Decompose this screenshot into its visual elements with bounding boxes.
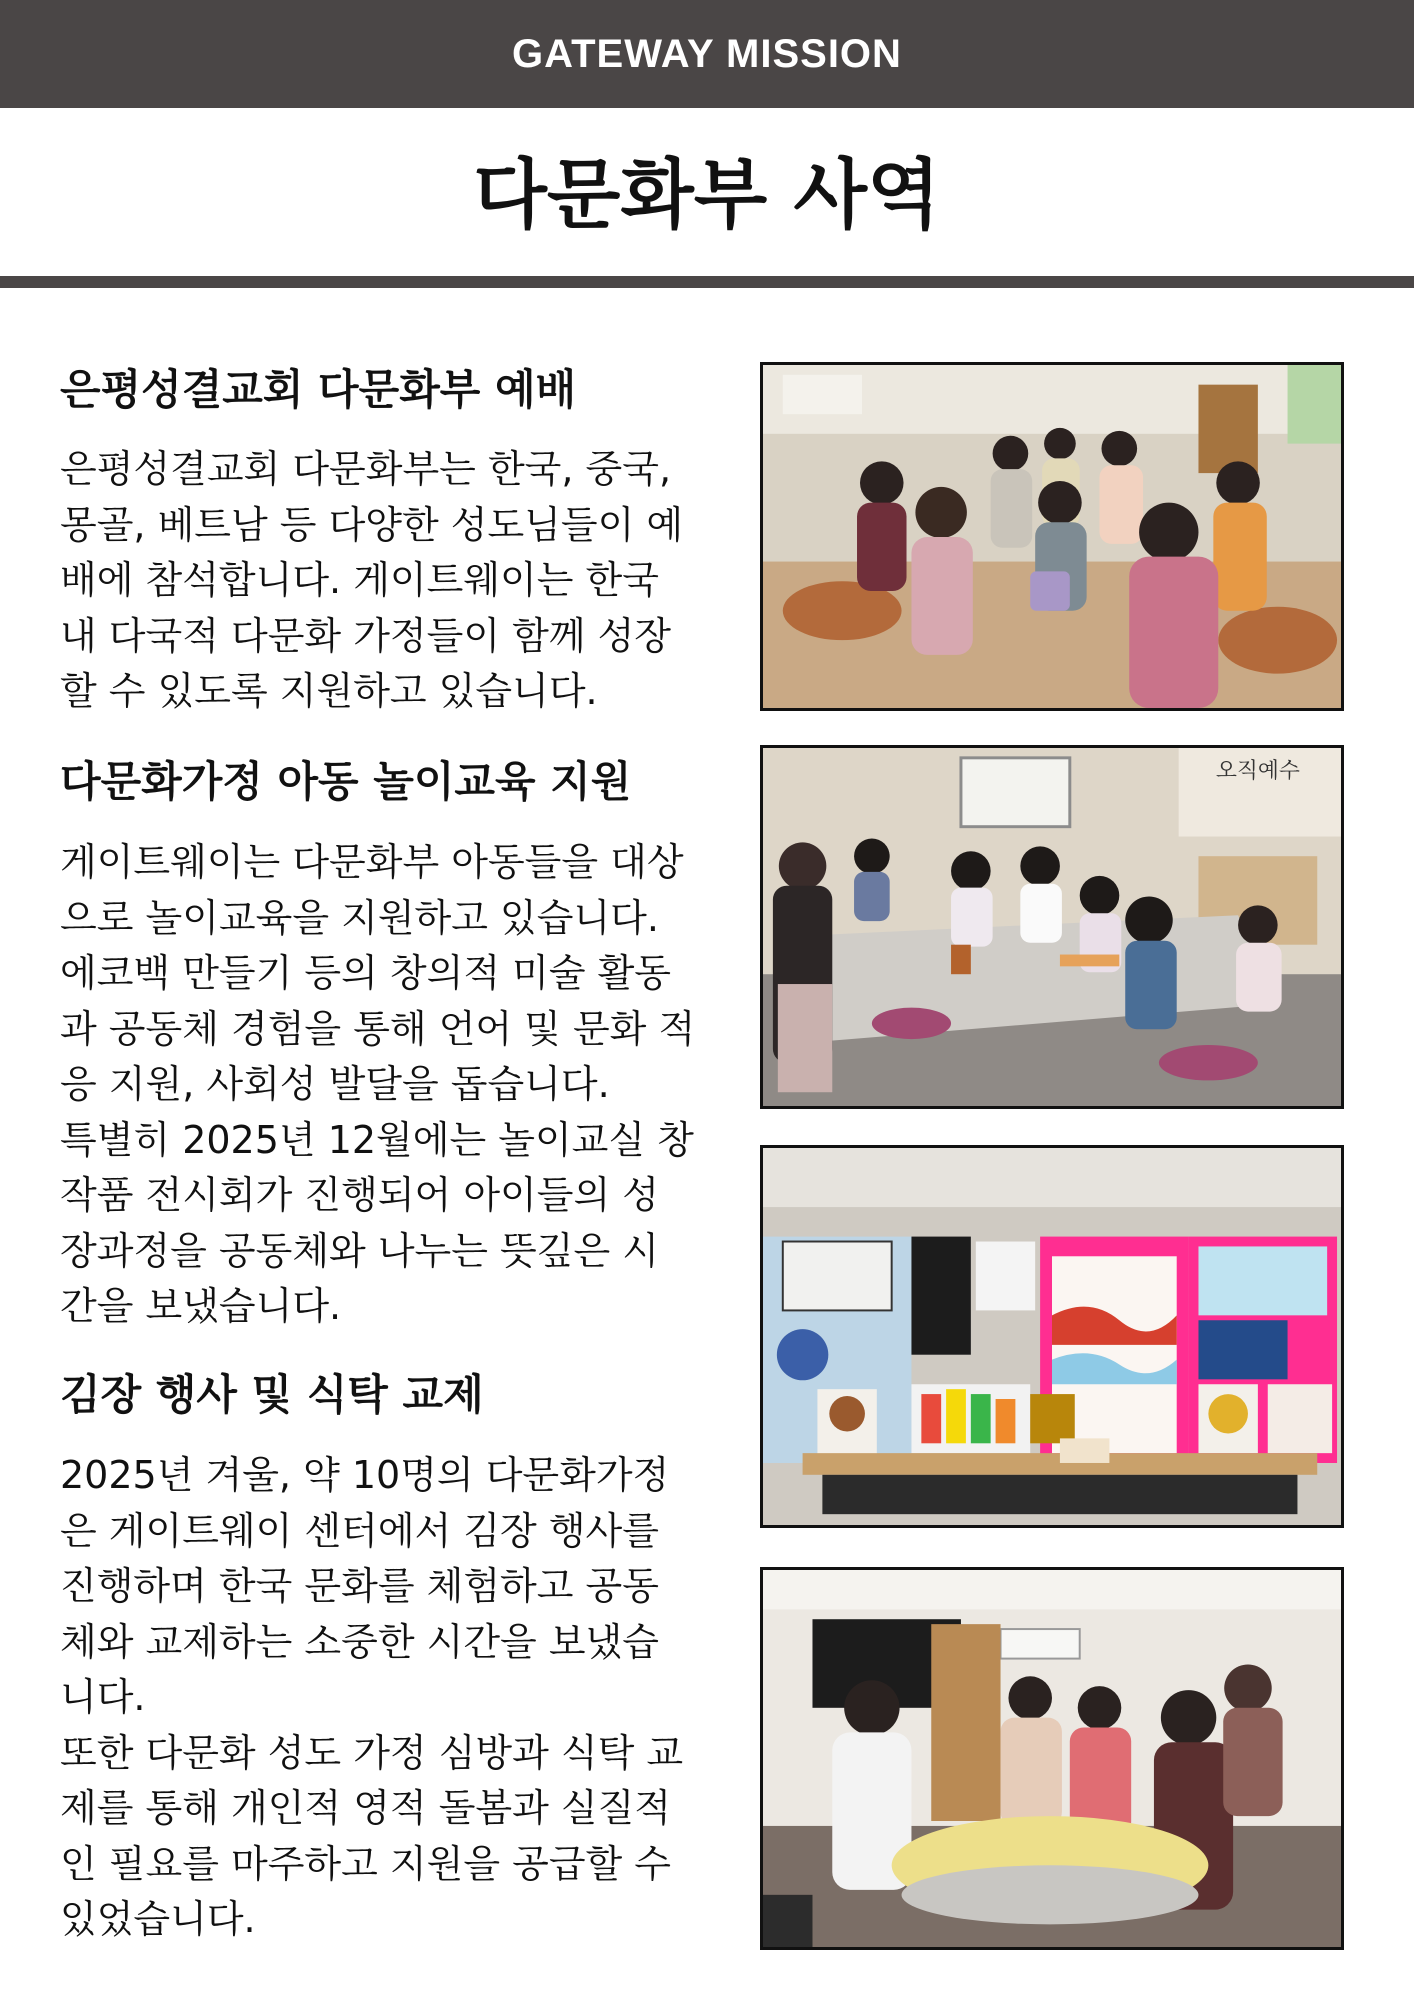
photo-art-exhibition: [760, 1145, 1344, 1528]
photo-art-exhibition-image: [763, 1148, 1341, 1525]
page-title: 다문화부 사역: [473, 150, 941, 239]
photo-worship-gathering: [760, 362, 1344, 711]
title-divider: [0, 276, 1414, 288]
header-bar: [0, 0, 1414, 108]
section-body-kimjang: 2025년 겨울, 약 10명의 다문화가정 은 게이트웨이 센터에서 김장 행사를 진행하며 한국 문화를 체험하고 공동 체와 교제하는 소중한 시간을 보냈습 니다. 또한 다문화 성도 가정 심방과 식탁 교 제를 통해 개인적 영적 돌봄과 실질적 인 필요를 마주하고 지원을 공급할 수 있었습니다.: [60, 1453, 684, 1941]
brand-title: GATEWAY MISSION: [512, 31, 902, 76]
photo-children-art-class-image: [763, 748, 1341, 1106]
photo-worship-gathering-image: [763, 365, 1341, 708]
section-heading-play-education: 다문화가정 아동 놀이교육 지원: [60, 757, 632, 806]
photo-children-art-class: [760, 745, 1344, 1109]
photo-kimjang-event: [760, 1567, 1344, 1950]
section-heading-worship: 은평성결교회 다문화부 예배: [60, 365, 577, 414]
section-body-play-education: 게이트웨이는 다문화부 아동들을 대상 으로 놀이교육을 지원하고 있습니다. 에코백 만들기 등의 창의적 미술 활동 과 공동체 경험을 통해 언어 및 문화 적 응 지원, 사회성 발달을 돕습니다. 특별히 2025년 12월에는 놀이교실 창 작품 전시회가 진행되어 아이들의 성 장과정을 공동체와 나누는 뜻깊은 시 간을 보냈습니다.: [60, 840, 696, 1328]
photo-kimjang-event-image: [763, 1570, 1341, 1947]
photo-sign-text: 오직예수: [1215, 758, 1300, 784]
section-heading-kimjang: 김장 행사 및 식탁 교제: [60, 1370, 484, 1419]
section-body-worship: 은평성결교회 다문화부는 한국, 중국, 몽골, 베트남 등 다양한 성도님들이 예 배에 참석합니다. 게이트웨이는 한국 내 다국적 다문화 가정들이 함께 성장 할 수 있도록 지원하고 있습니다.: [60, 447, 684, 713]
